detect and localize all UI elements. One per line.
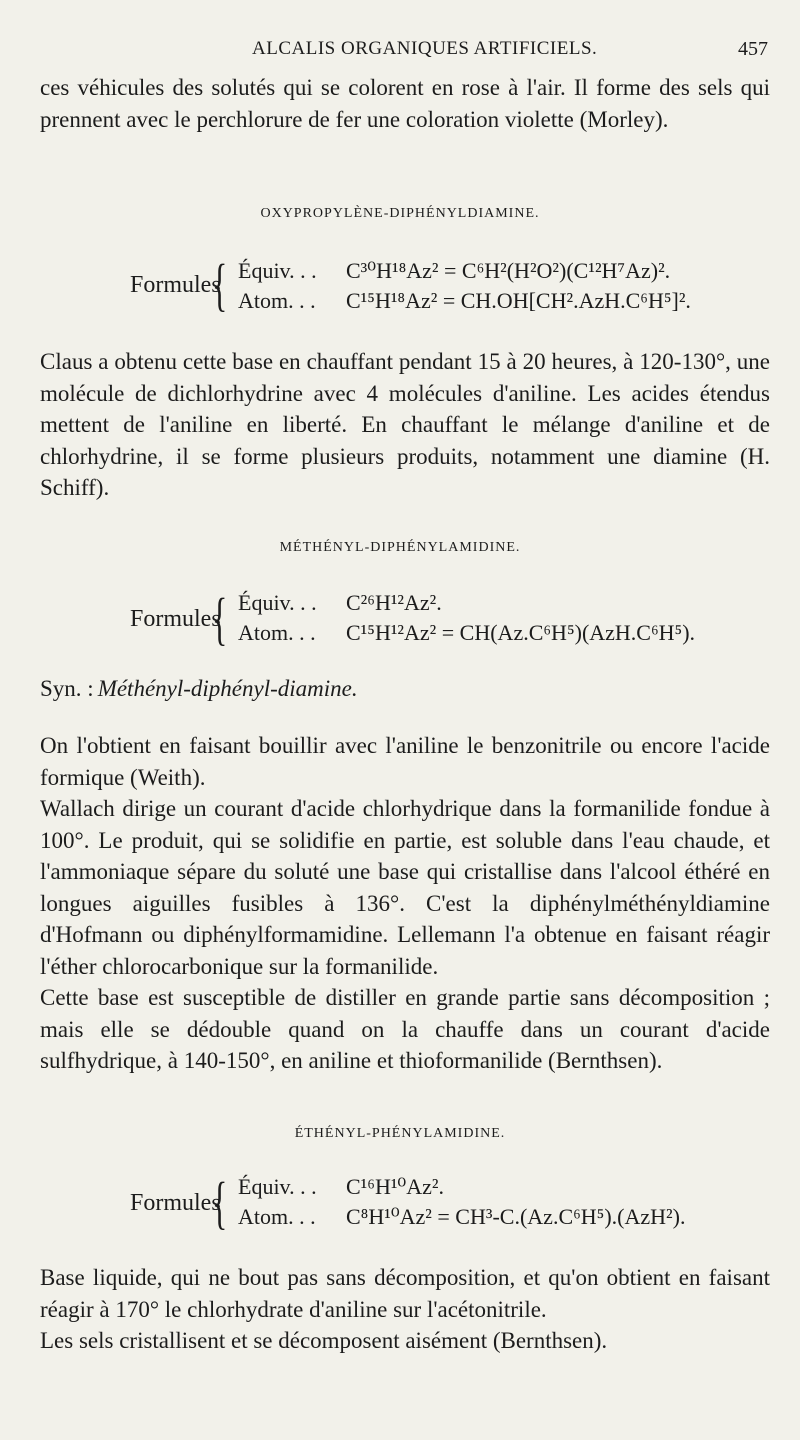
intro-paragraph: ces véhicules des solutés qui se colorent en rose à l'air. Il forme des sels qui prennent avec le perchlorure de fer une coloration violette (Morley). — [40, 75, 770, 132]
paragraph: Les sels cristallisent et se décomposent aisément (Bernthsen). — [40, 1328, 608, 1353]
equiv-row — [238, 1174, 444, 1200]
section-heading-methenyl: MÉTHÉNYL-DIPHÉNYLAMIDINE. — [279, 540, 521, 555]
atom-row — [238, 620, 695, 646]
brace-glyph: { — [212, 586, 228, 651]
formulas-label: Formules — [130, 272, 221, 298]
equiv-row — [238, 258, 670, 284]
formula-block-ethenyl — [0, 1172, 800, 1252]
equiv-label: Équiv. . . — [238, 258, 317, 283]
formulas-label: Formules — [130, 1190, 221, 1216]
section-text-ethenyl — [40, 1262, 770, 1357]
atom-formula: C¹⁵H¹²Az² = CH(Az.C⁶H⁵)(AzH.C⁶H⁵). — [346, 620, 696, 645]
section-heading-ethenyl: ÉTHÉNYL-PHÉNYLAMIDINE. — [294, 1126, 506, 1141]
atom-row — [238, 288, 691, 314]
equiv-label: Équiv. . . — [238, 590, 317, 615]
section-heading-oxypropylene: OXYPROPYLÈNE-DIPHÉNYLDIAMINE. — [260, 206, 540, 221]
paragraph: Claus a obtenu cette base en chauffant pendant 15 à 20 heures, à 120-130°, une molécule de dichlorhydrine avec 4 molécules d'aniline. Les acides étendus mettent de l'aniline en liberté. En chauffant le mélange d'aniline et de chlorhydrine, il se forme plusieurs produits, notamment une diamine (H. Schiff). — [40, 349, 770, 500]
section-text-oxypropylene — [40, 346, 770, 504]
page-number: 457 — [738, 38, 768, 60]
paragraph: Base liquide, qui ne bout pas sans décomposition, et qu'on obtient en faisant réagir à 170° le chlorhydrate d'aniline sur l'acétonitrile. — [40, 1265, 770, 1322]
atom-formula: C⁸H¹⁰Az² = CH³-C.(Az.C⁶H⁵).(AzH²). — [346, 1204, 686, 1229]
atom-label: Atom. . . — [238, 1204, 316, 1229]
brace-glyph: { — [212, 252, 228, 317]
equiv-row — [238, 590, 442, 616]
paragraph: Cette base est susceptible de distiller en grande partie sans décomposition ; mais elle se dédouble quand on la chauffe dans un courant d'acide sulfhydrique, à 140-150°, en aniline et thioformanilide (Bernthsen). — [40, 985, 770, 1073]
equiv-formula: C³⁰H¹⁸Az² = C⁶H²(H²O²)(C¹²H⁷Az)². — [346, 258, 671, 283]
paragraph: Wallach dirige un courant d'acide chlorhydrique dans la formanilide fondue à 100°. Le produit, qui se solidifie en partie, est soluble dans l'eau chaude, et l'ammoniaque sépare du soluté une base qui cristallise dans l'alcool éthéré en longues aiguilles fusibles à 136°. C'est la diphénylméthényldiamine d'Hofmann ou diphénylformamidine. Lellemann l'a obtenue en faisant réagir l'éther chlorocarbonique sur la formanilide. — [40, 796, 770, 979]
syn-label: Syn. : — [40, 676, 94, 701]
equiv-label: Équiv. . . — [238, 1174, 317, 1199]
formulas-label: Formules — [130, 606, 221, 632]
formula-block-methenyl — [0, 588, 800, 668]
intro-paragraph-block — [40, 72, 770, 135]
running-title: ALCALIS ORGANIQUES ARTIFICIELS. — [252, 38, 598, 59]
formula-block-oxypropylene — [0, 252, 800, 336]
synonym-line — [40, 676, 770, 702]
running-head — [0, 38, 800, 62]
paragraph: On l'obtient en faisant bouillir avec l'aniline le benzonitrile ou encore l'acide formique (Weith). — [40, 733, 770, 790]
atom-label: Atom. . . — [238, 620, 316, 645]
atom-label: Atom. . . — [238, 288, 316, 313]
syn-value: Méthényl-diphényl-diamine. — [97, 676, 358, 701]
atom-row — [238, 1204, 685, 1230]
equiv-formula: C²⁶H¹²Az². — [346, 590, 442, 615]
section-text-methenyl — [40, 730, 770, 1077]
equiv-formula: C¹⁶H¹⁰Az². — [346, 1174, 444, 1199]
brace-glyph: { — [212, 1170, 228, 1235]
atom-formula: C¹⁵H¹⁸Az² = CH.OH[CH².AzH.C⁶H⁵]². — [346, 288, 691, 313]
